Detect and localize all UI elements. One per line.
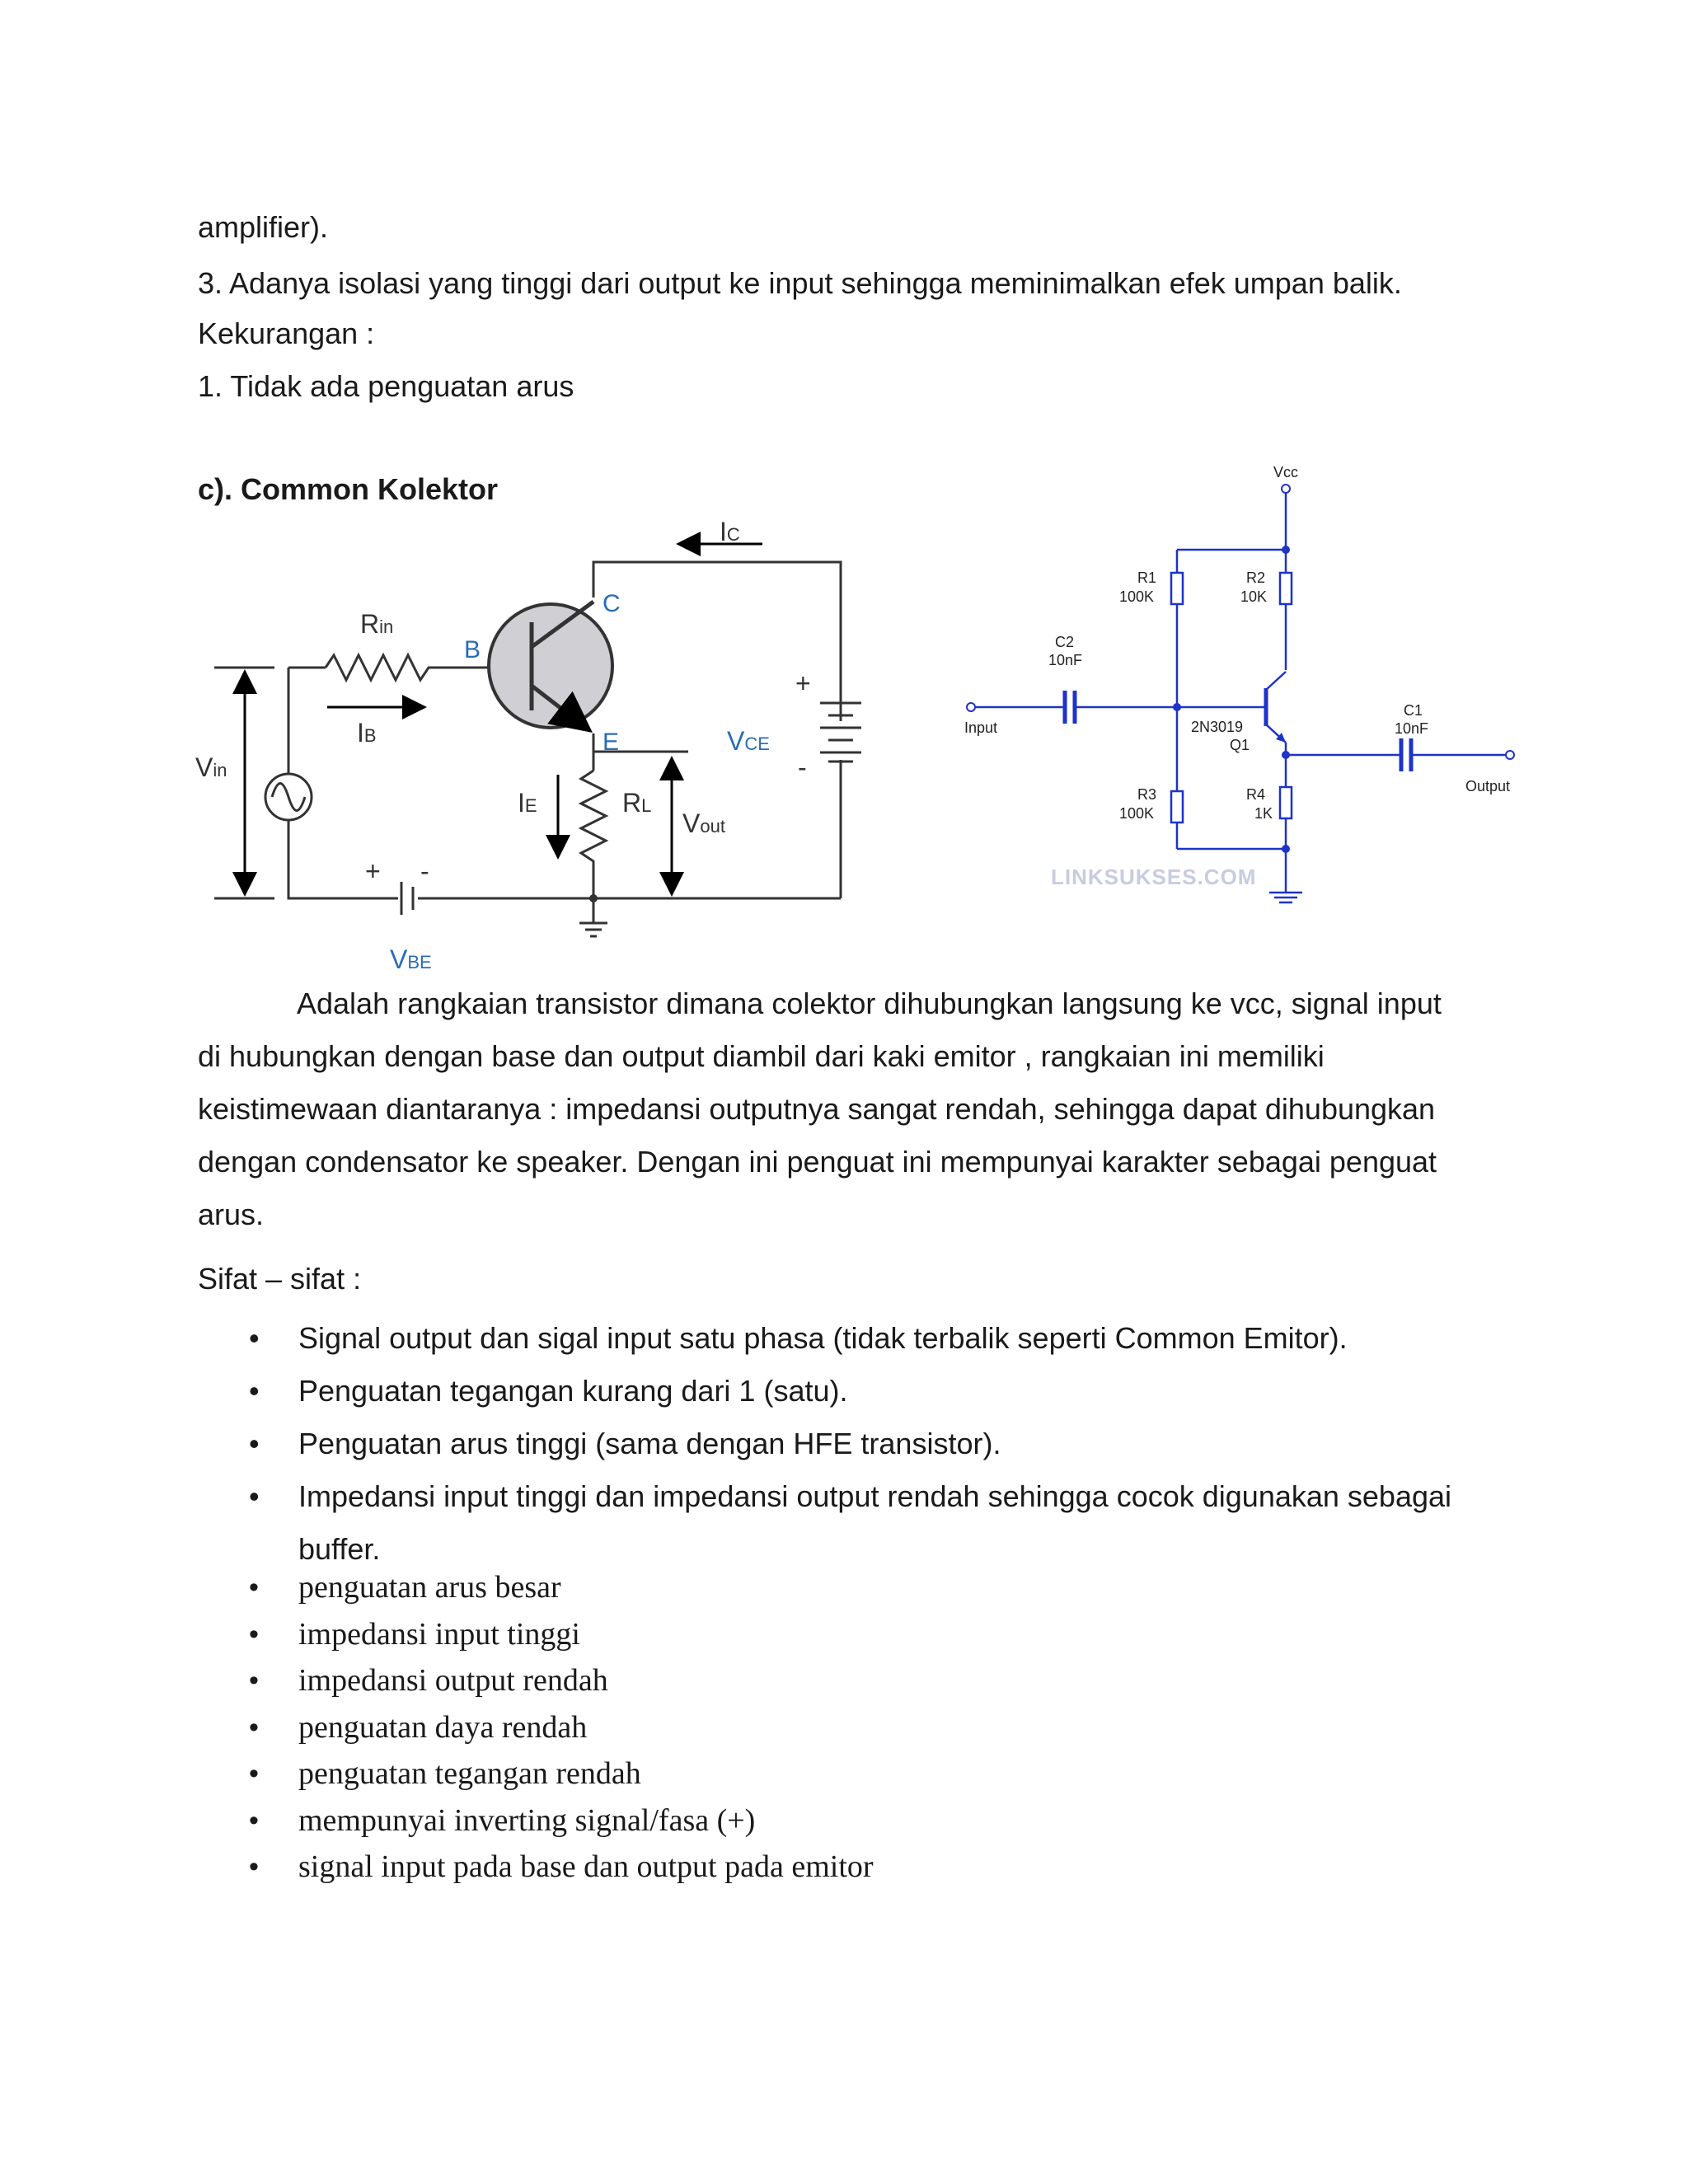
base-label: B bbox=[464, 636, 481, 663]
text-line-kekurangan: Kekurangan : bbox=[198, 316, 375, 350]
vbe-plus: + bbox=[365, 856, 381, 886]
r2-value: 10K bbox=[1240, 588, 1268, 605]
list-item: • mempunyai inverting signal/fasa (+) bbox=[198, 1797, 874, 1844]
c1-value: 10nF bbox=[1395, 720, 1429, 737]
rin-label: Rin bbox=[360, 609, 394, 639]
paragraph-line: di hubungkan dengan base dan output diambil dari kaki emitor , rangkaian ini memiliki bbox=[198, 1039, 1325, 1073]
q1-label: Q1 bbox=[1230, 737, 1250, 753]
paragraph-line: arus. bbox=[198, 1197, 265, 1231]
description-paragraph bbox=[198, 977, 1484, 1241]
vce-label: VCE bbox=[727, 726, 770, 756]
ib-label: IB bbox=[357, 718, 377, 748]
r4-label: R4 bbox=[1246, 786, 1266, 803]
list-item: • Impedansi input tinggi dan impedansi output rendah sehingga cocok digunakan sebagai buffer. bbox=[198, 1470, 1517, 1576]
common-collector-diagram bbox=[185, 494, 911, 972]
vin-label: Vin bbox=[195, 752, 227, 782]
common-collector-schematic bbox=[956, 457, 1550, 931]
rl-label: RL bbox=[622, 788, 652, 818]
list-item: • Penguatan arus tinggi (sama dengan HFE transistor). bbox=[198, 1418, 1517, 1470]
list-item: • penguatan arus besar bbox=[198, 1564, 874, 1611]
vout-label: Vout bbox=[682, 808, 725, 838]
transistor-label: 2N3019 bbox=[1191, 719, 1244, 735]
c2-value: 10nF bbox=[1048, 652, 1083, 668]
sifat-list bbox=[198, 1312, 1517, 1576]
vbe-label: VBE bbox=[390, 944, 432, 972]
input-label: Input bbox=[964, 719, 998, 736]
r3-value: 100K bbox=[1119, 805, 1155, 822]
ie-label: IE bbox=[518, 788, 537, 818]
watermark: LINKSUKSES.COM bbox=[1051, 865, 1257, 889]
emitter-label: E bbox=[603, 729, 620, 756]
section-heading: c). Common Kolektor bbox=[198, 472, 499, 506]
text-line-amplifier: amplifier). bbox=[198, 210, 329, 244]
r1-label: R1 bbox=[1137, 569, 1157, 586]
list-item: • signal input pada base dan output pada emitor bbox=[198, 1844, 874, 1891]
r3-label: R3 bbox=[1137, 786, 1157, 803]
vce-minus: - bbox=[798, 752, 807, 782]
paragraph-line: dengan condensator ke speaker. Dengan ini penguat ini mempunyai karakter sebagai penguat bbox=[198, 1145, 1437, 1179]
r2-label: R2 bbox=[1246, 569, 1266, 586]
list-item: • Penguatan tegangan kurang dari 1 (satu). bbox=[198, 1365, 1517, 1418]
paragraph-line: Adalah rangkaian transistor dimana colektor dihubungkan langsung ke vcc, signal input bbox=[297, 987, 1442, 1020]
c1-label: C1 bbox=[1404, 702, 1423, 719]
r4-value: 1K bbox=[1254, 805, 1273, 822]
text-line-isolation: 3. Adanya isolasi yang tinggi dari output ke input sehingga meminimalkan efek umpan balik. bbox=[198, 266, 1402, 300]
paragraph-line: keistimewaan diantaranya : impedansi outputnya sangat rendah, sehingga dapat dihubungkan bbox=[198, 1092, 1436, 1126]
c2-label: C2 bbox=[1055, 634, 1075, 650]
output-label: Output bbox=[1465, 778, 1511, 794]
vce-plus: + bbox=[795, 668, 811, 698]
list-item: • penguatan daya rendah bbox=[198, 1704, 874, 1751]
list-item: • penguatan tegangan rendah bbox=[198, 1750, 874, 1797]
r1-value: 100K bbox=[1119, 588, 1155, 605]
list-item: • impedansi input tinggi bbox=[198, 1611, 874, 1658]
list-item: • impedansi output rendah bbox=[198, 1657, 874, 1704]
sifat-heading: Sifat – sifat : bbox=[198, 1262, 362, 1296]
collector-label: C bbox=[603, 590, 621, 617]
vbe-minus: - bbox=[420, 856, 429, 886]
characteristics-list bbox=[198, 1564, 874, 1891]
ic-label: IC bbox=[720, 517, 740, 546]
vcc-label: Vcc bbox=[1273, 464, 1299, 480]
text-line-no-current-gain: 1. Tidak ada penguatan arus bbox=[198, 369, 574, 403]
list-item: • Signal output dan sigal input satu phasa (tidak terbalik seperti Common Emitor). bbox=[198, 1312, 1517, 1365]
